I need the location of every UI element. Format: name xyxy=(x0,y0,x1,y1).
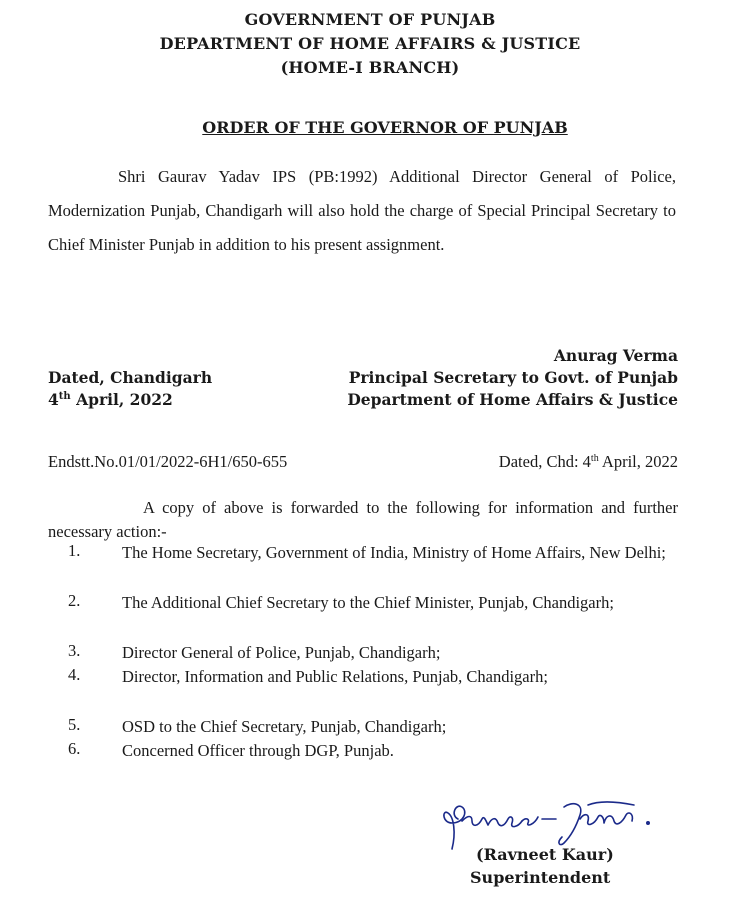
order-body: Shri Gaurav Yadav IPS (PB:1992) Additional Director General of Police, Modernization Punjab, Chandigarh will also hold the charge of Special Principal Secretary to Chief Minister Punjab in addition to his present assignment. xyxy=(48,167,676,254)
endorsement-date-prefix: Dated, Chd: 4 xyxy=(498,452,591,471)
signatory-name: Anurag Verma xyxy=(553,346,678,365)
header-department: DEPARTMENT OF HOME AFFAIRS & JUSTICE xyxy=(159,34,581,53)
list-item-number: 6. xyxy=(68,739,81,758)
list-item-number: 3. xyxy=(68,641,81,660)
dated-label: Dated, Chandigarh xyxy=(48,368,213,387)
list-item-number: 2. xyxy=(68,591,81,610)
dated-day: 4 xyxy=(48,390,59,409)
list-item-text: Concerned Officer through DGP, Punjab. xyxy=(122,741,394,760)
endorsement-date-rest: April, 2022 xyxy=(598,452,678,471)
header-government: GOVERNMENT OF PUNJAB xyxy=(244,10,496,29)
list-item-number: 5. xyxy=(68,715,81,734)
list-item-text: The Home Secretary, Government of India, Ministry of Home Affairs, New Delhi; xyxy=(122,543,666,562)
list-item-text: Director, Information and Public Relations, Punjab, Chandigarh; xyxy=(122,667,548,686)
forward-text: A copy of above is forwarded to the following for information and further necessary action:- xyxy=(48,498,678,541)
endorsement-number: Endstt.No.01/01/2022-6H1/650-655 xyxy=(48,452,288,471)
dated-date xyxy=(48,390,173,409)
signatory-department: Department of Home Affairs & Justice xyxy=(347,390,678,409)
undersigned-name: (Ravneet Kaur) xyxy=(476,845,614,864)
order-title: ORDER OF THE GOVERNOR OF PUNJAB xyxy=(202,118,568,137)
list-item-text: OSD to the Chief Secretary, Punjab, Chandigarh; xyxy=(122,717,447,736)
signatory-designation: Principal Secretary to Govt. of Punjab xyxy=(348,368,678,387)
header-branch: (HOME-I BRANCH) xyxy=(280,58,460,77)
list-item-number: 4. xyxy=(68,665,81,684)
list-item-number: 1. xyxy=(68,541,81,560)
list-item-text: Director General of Police, Punjab, Chandigarh; xyxy=(122,643,441,662)
dated-day-suffix: th xyxy=(58,391,71,402)
undersigned-designation: Superintendent xyxy=(470,868,611,887)
dated-month-year: April, 2022 xyxy=(70,390,173,409)
endorsement-date-suffix: th xyxy=(590,453,599,464)
endorsement-date xyxy=(499,452,678,472)
list-item-text: The Additional Chief Secretary to the Chief Minister, Punjab, Chandigarh; xyxy=(122,593,614,612)
